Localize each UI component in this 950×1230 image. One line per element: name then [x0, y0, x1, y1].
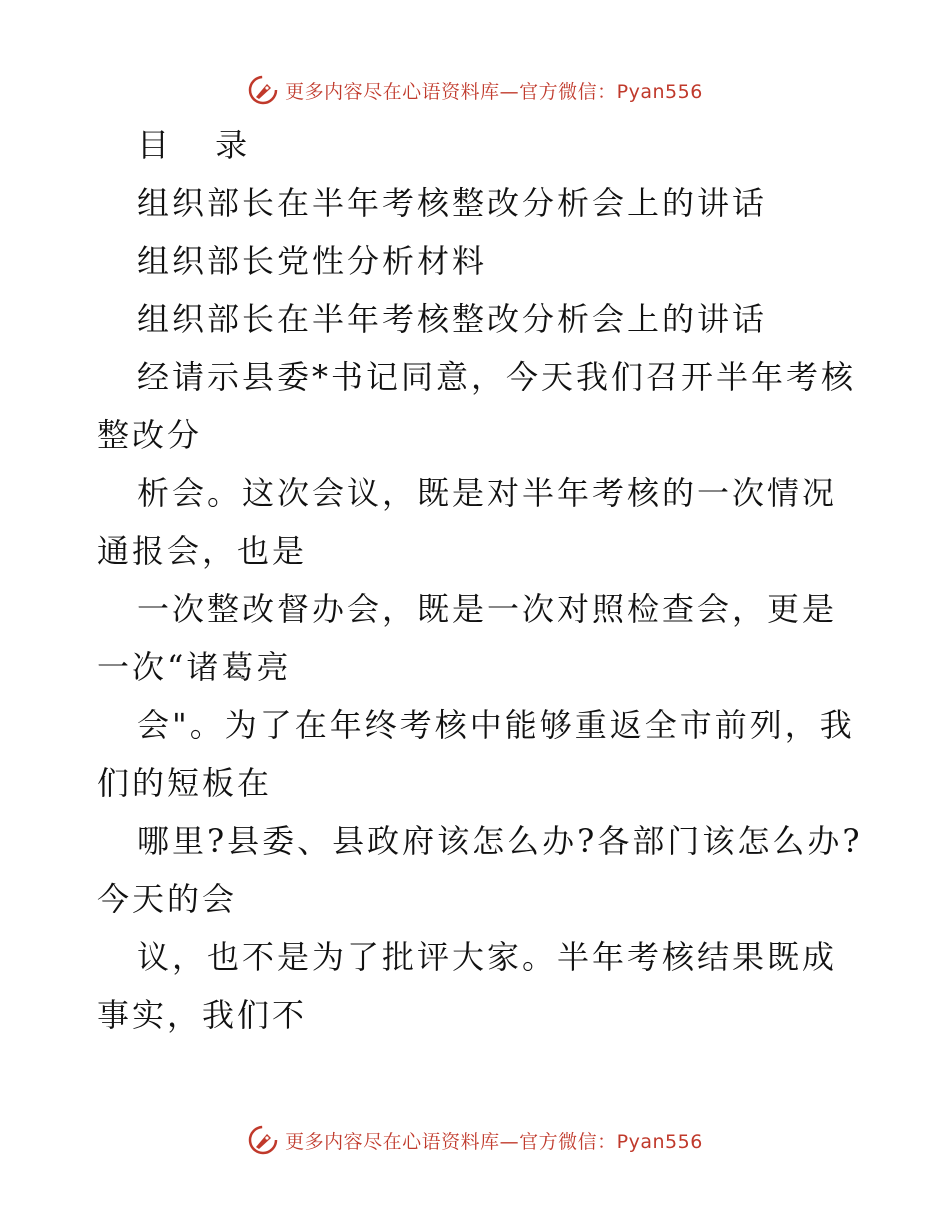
toc-title: 目 录	[137, 126, 266, 164]
toc-entry: 组织部长党性分析材料	[137, 242, 488, 280]
footer-banner-text: 更多内容尽在心语资料库—官方微信：Pyan556	[285, 1130, 703, 1153]
pen-nib-logo-icon	[247, 74, 279, 106]
section-heading: 组织部长在半年考核整改分析会上的讲话	[137, 300, 768, 338]
body-paragraph: 议，也不是为了批评大家。半年考核结果既成事实，我们不	[97, 938, 838, 1034]
body-paragraph: 析会。这次会议，既是对半年考核的一次情况通报会，也是	[97, 474, 838, 570]
body-paragraph: 哪里?县委、县政府该怎么办?各部门该怎么办?今天的会	[97, 822, 863, 918]
toc-entry: 组织部长在半年考核整改分析会上的讲话	[137, 184, 768, 222]
body-paragraph: 经请示县委*书记同意，今天我们召开半年考核整改分	[97, 358, 857, 454]
pen-nib-logo-icon	[247, 1124, 279, 1156]
footer-banner	[0, 1120, 950, 1160]
header-banner	[0, 70, 950, 110]
header-banner-text: 更多内容尽在心语资料库—官方微信：Pyan556	[285, 80, 703, 103]
body-paragraph: 一次整改督办会，既是一次对照检查会，更是一次“诸葛亮	[97, 590, 838, 686]
body-paragraph: 会"。为了在年终考核中能够重返全市前列，我们的短板在	[97, 706, 855, 802]
document-body	[97, 116, 867, 1044]
